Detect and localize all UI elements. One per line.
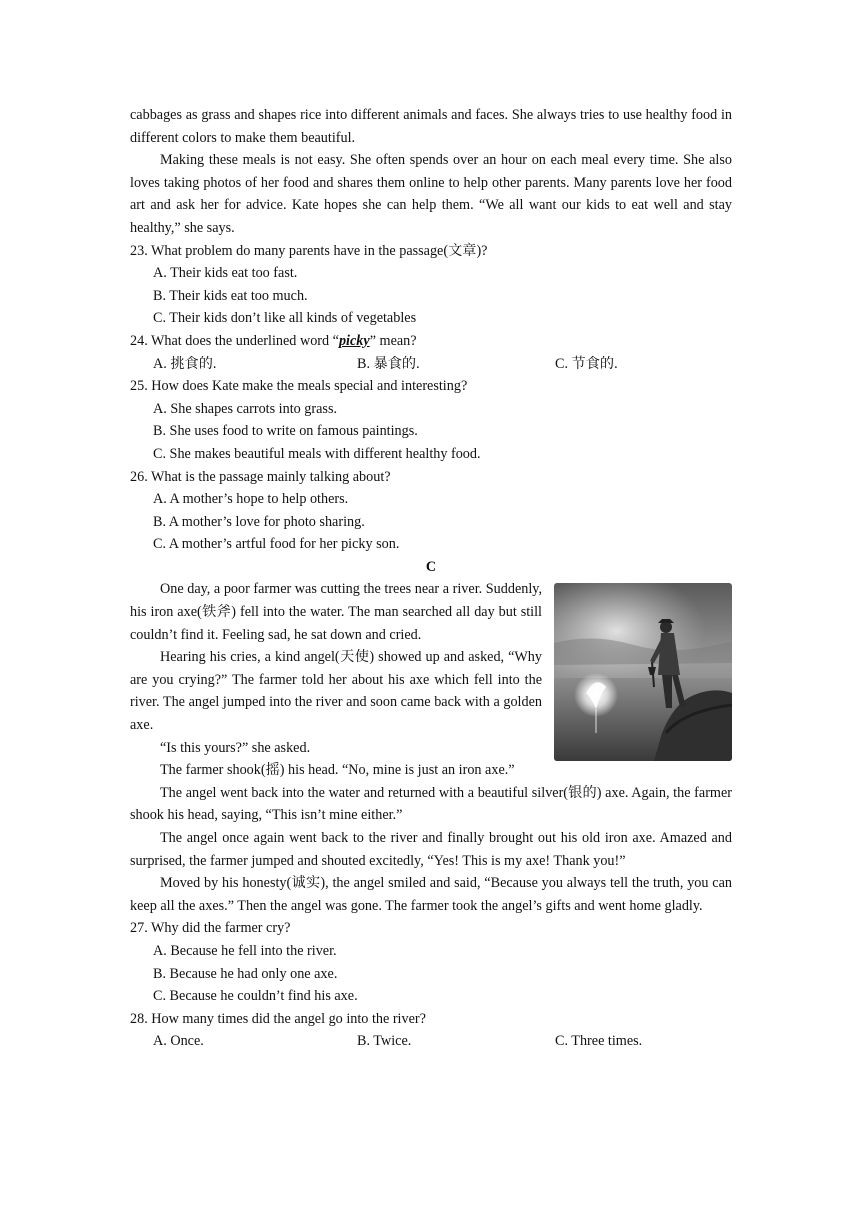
- passage-b-paragraph: cabbages as grass and shapes rice into different animals and faces. She always tries to use healthy food in different colors to make them beautiful.: [130, 107, 732, 146]
- option-a: A. Their kids eat too fast.: [153, 265, 298, 282]
- option-a: A. 挑食的.: [153, 355, 217, 372]
- exam-page: [130, 104, 732, 1053]
- option-a: A. Once.: [153, 1033, 204, 1050]
- question-text: 28. How many times did the angel go into the river?: [130, 1010, 426, 1027]
- option-c: C. 节食的.: [555, 355, 618, 372]
- story-paragraph: “Is this yours?” she asked.: [160, 739, 311, 756]
- question-text: 26. What is the passage mainly talking about?: [130, 468, 391, 485]
- section-title: C: [425, 558, 437, 575]
- story-paragraph: The farmer shook(摇) his head. “No, mine is just an iron axe.”: [160, 762, 515, 779]
- question-26: [130, 466, 732, 556]
- story-paragraph: Hearing his cries, a kind angel(天使) showed up and asked, “Why are you crying?” The farmer told her about his axe which fell into the river. The angel jumped into the river and soon came back with a golden axe.: [130, 649, 542, 734]
- question-text: 25. How does Kate make the meals special and interesting?: [130, 378, 468, 395]
- question-text: 27. Why did the farmer cry?: [130, 920, 291, 937]
- option-b: B. Because he had only one axe.: [153, 965, 338, 982]
- question-24: [130, 330, 732, 375]
- question-23: [130, 240, 732, 330]
- passage-b-paragraph: Making these meals is not easy. She often spends over an hour on each meal every time. She also loves taking photos of her food and shares them online to help other parents. Many parents love her food art and ask her for advice. Kate hopes she can help them. “We all want our kids to eat well and stay healthy,” she says.: [130, 152, 732, 236]
- option-b: B. A mother’s love for photo sharing.: [153, 513, 365, 530]
- question-25: [130, 375, 732, 465]
- option-b: B. She uses food to write on famous paintings.: [153, 423, 418, 440]
- options-row: [130, 353, 732, 376]
- option-c: C. Three times.: [555, 1033, 643, 1050]
- question-28: [130, 1008, 732, 1053]
- question-text: [130, 330, 732, 353]
- question-text-pre: 24. What does the underlined word “: [130, 332, 339, 349]
- story-paragraph: The angel once again went back to the river and finally brought out his old iron axe. Amazed and surprised, the farmer jumped and shouted excitedly, “Yes! This is my axe! Thank you!”: [130, 830, 732, 869]
- option-b: B. Twice.: [357, 1033, 412, 1050]
- story-paragraph: Moved by his honesty(诚实), the angel smiled and said, “Because you always tell the truth, you can keep all the axes.” Then the angel was gone. The farmer took the angel’s gifts and went home gladly.: [130, 875, 732, 914]
- option-c: C. She makes beautiful meals with different healthy food.: [153, 445, 481, 462]
- option-a: A. A mother’s hope to help others.: [153, 491, 349, 508]
- question-text: 23. What problem do many parents have in the passage(文章)?: [130, 242, 488, 259]
- option-c: C. A mother’s artful food for her picky son.: [153, 536, 400, 553]
- option-c: C. Their kids don’t like all kinds of vegetables: [153, 310, 417, 327]
- farmer-angel-illustration: [554, 583, 732, 761]
- option-a: A. She shapes carrots into grass.: [153, 400, 338, 417]
- options-row: [130, 1030, 732, 1053]
- option-b: B. 暴食的.: [357, 355, 420, 372]
- underlined-word: picky: [338, 332, 370, 349]
- question-text-post: ” mean?: [369, 332, 417, 349]
- story-paragraph: The angel went back into the water and returned with a beautiful silver(银的) axe. Again, the farmer shook his head, saying, “This isn’t mine either.”: [130, 784, 732, 824]
- option-c: C. Because he couldn’t find his axe.: [153, 988, 358, 1005]
- question-27: [130, 917, 732, 1007]
- story-paragraph: One day, a poor farmer was cutting the trees near a river. Suddenly, his iron axe(铁斧) fell into the water. The man searched all day but still couldn’t find it. Feeling sad, he sat down and cried.: [130, 581, 542, 643]
- option-a: A. Because he fell into the river.: [153, 942, 337, 959]
- option-b: B. Their kids eat too much.: [153, 287, 308, 304]
